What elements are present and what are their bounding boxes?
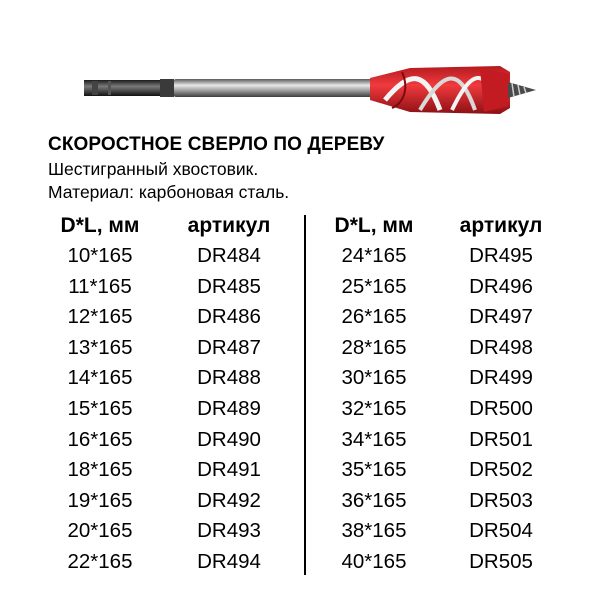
- article-cell: DR498: [469, 335, 533, 359]
- size-cell: 14*165: [67, 366, 133, 390]
- size-cell: 15*165: [67, 396, 133, 420]
- article-cell: DR499: [469, 366, 533, 390]
- article-cell: DR497: [469, 305, 533, 329]
- size-cell: 11*165: [68, 274, 132, 298]
- size-cell: 28*165: [341, 335, 407, 359]
- article-cell: DR503: [469, 488, 533, 512]
- article-cell: DR500: [469, 396, 533, 420]
- sizes-table: [0, 210, 600, 590]
- size-cell: 12*165: [67, 305, 133, 329]
- size-column-right: [314, 210, 434, 578]
- size-cell: 40*165: [341, 549, 407, 573]
- spiral-flutes: [370, 66, 510, 114]
- steel-shank: [174, 79, 374, 97]
- size-header: D*L, мм: [334, 214, 414, 237]
- article-cell: DR490: [197, 427, 261, 451]
- drill-bit-image: [80, 60, 540, 120]
- article-cell: DR504: [469, 519, 533, 543]
- size-cell: 20*165: [67, 519, 133, 543]
- size-cell: 18*165: [67, 458, 133, 482]
- size-cell: 22*165: [67, 549, 133, 573]
- description-material: Материал: карбоновая сталь.: [48, 182, 290, 202]
- screw-tip: [508, 82, 536, 98]
- size-cell: 32*165: [341, 396, 407, 420]
- article-cell: DR492: [197, 488, 261, 512]
- article-cell: DR486: [197, 305, 261, 329]
- article-cell: DR484: [197, 244, 261, 267]
- article-cell: DR489: [197, 396, 261, 420]
- article-cell: DR494: [197, 549, 261, 573]
- size-cell: 34*165: [341, 427, 407, 451]
- hex-shank: [84, 79, 176, 97]
- article-cell: DR491: [197, 458, 261, 482]
- article-cell: DR501: [469, 427, 533, 451]
- article-cell: DR502: [469, 458, 533, 482]
- size-cell: 24*165: [341, 244, 407, 267]
- size-cell: 25*165: [341, 274, 407, 298]
- size-cell: 13*165: [67, 335, 133, 359]
- size-cell: 19*165: [67, 488, 133, 512]
- size-column-left: [40, 210, 160, 578]
- size-cell: 35*165: [341, 458, 407, 482]
- size-cell: 38*165: [341, 519, 407, 543]
- column-divider: [304, 215, 306, 575]
- article-column-right: [440, 210, 562, 578]
- article-column-left: [168, 210, 290, 578]
- article-cell: DR493: [197, 519, 261, 543]
- article-cell: DR488: [197, 366, 261, 390]
- size-cell: 26*165: [341, 305, 407, 329]
- product-heading: СКОРОСТНОЕ СВЕРЛО ПО ДЕРЕВУ: [48, 134, 385, 155]
- article-cell: DR485: [197, 274, 261, 298]
- article-cell: DR505: [469, 549, 533, 573]
- size-cell: 30*165: [341, 366, 407, 390]
- article-cell: DR496: [469, 274, 533, 298]
- description-shank: Шестигранный хвостовик.: [48, 159, 259, 179]
- size-cell: 36*165: [341, 488, 407, 512]
- article-cell: DR495: [469, 244, 533, 267]
- size-cell: 10*165: [67, 244, 133, 267]
- article-header: артикул: [459, 214, 543, 237]
- article-cell: DR487: [197, 335, 261, 359]
- size-cell: 16*165: [67, 427, 133, 451]
- size-header: D*L, мм: [60, 214, 140, 237]
- article-header: артикул: [187, 214, 271, 237]
